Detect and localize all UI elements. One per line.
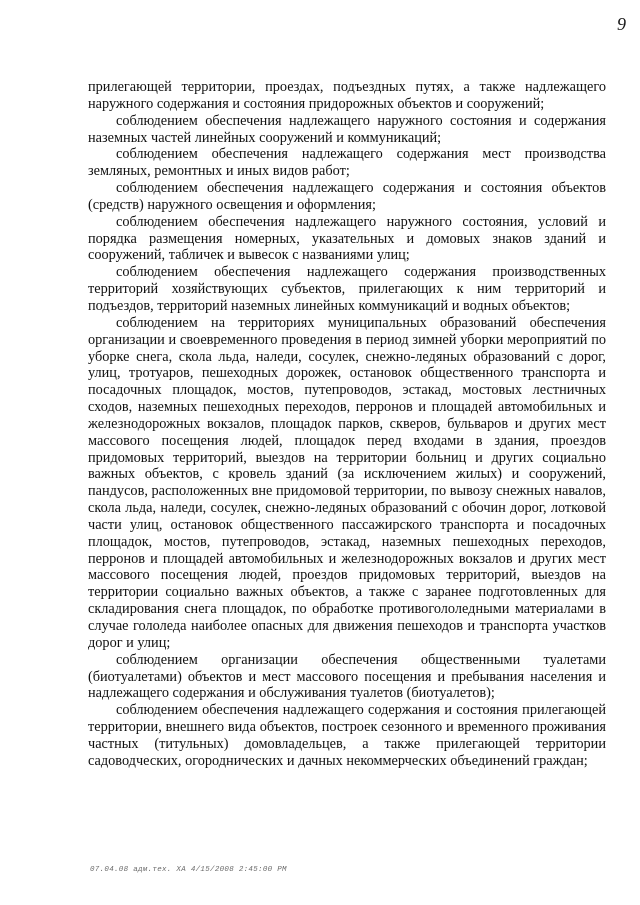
paragraph-2: соблюдением обеспечения надлежащего наружного состояния и содержания наземных частей линейных сооружений и коммуникаций; <box>88 112 606 146</box>
paragraph-7: соблюдением на территориях муниципальных образований обеспечения организации и своевременного проведения в период зимней уборки мероприятий по уборке снега, скола льда, наледи, сосулек, снежно-ледяных образований с дорог, улиц, тротуаров, пешеходных дорожек, остановок общественного транспорта и посадочных площадок, мостов, путепроводов, эстакад, мостовых лестничных сходов, наземных пешеходных переходов, перронов и площадей автомобильных и железнодорожных вокзалов, площадок парков, скверов, бульваров и других мест массового посещения людей, площадок перед входами в здания, проездов придомовых территорий, выездов на территории больниц и других социально важных объектов, с кровель зданий (за исключением жилых) и сооружений, пандусов, расположенных вне придомовой территории, по вывозу снежных навалов, скола льда, наледи, сосулек, снежно-ледяных образований с обочин дорог, лотковой части улиц, остановок общественного пассажирского транспорта и посадочных площадок, мостов, путепроводов, эстакад, наземных пешеходных переходов, перронов и площадей автомобильных и железнодорожных вокзалов и других мест массового посещения людей, проездов придомовых территорий, выездов на территории социально важных объектов, а также с заранее подготовленных для складирования снега площадок, по обработке противогололедными материалами в случае гололеда наиболее опасных для движения пешеходов и транспорта участков дорог и улиц; <box>88 314 606 651</box>
paragraph-4: соблюдением обеспечения надлежащего содержания и состояния объектов (средств) наружного освещения и оформления; <box>88 180 606 213</box>
paragraph-8: соблюдением организации обеспечения общественными туалетами (биотуалетами) объектов и мест массового посещения и пребывания населения и надлежащего содержания и обслуживания туалетов (биотуалетов); <box>88 651 606 702</box>
document-body <box>88 79 606 770</box>
paragraph-9: соблюдением обеспечения надлежащего содержания и состояния прилегающей территории, внешнего вида объектов, построек сезонного и временного проживания частных (титульных) домовладельцев, а также прилегающей территории садоводческих, огороднических и дачных некоммерческих объединений граждан; <box>88 702 606 769</box>
paragraph-1: прилегающей территории, проездах, подъездных путях, а также надлежащего наружного содержания и состояния придорожных объектов и сооружений; <box>88 79 606 112</box>
page-number: 9 <box>617 14 626 34</box>
paragraph-6: соблюдением обеспечения надлежащего содержания производственных территорий хозяйствующих субъектов, прилегающих к ним территорий и подъездов, территорий наземных линейных коммуникаций и водных объектов; <box>88 264 606 314</box>
footer-file-stamp: 07.04.08 адм.тех. ХА 4/15/2008 2:45:00 PM <box>90 866 287 874</box>
paragraph-5: соблюдением обеспечения надлежащего наружного состояния, условий и порядка размещения номерных, указательных и домовых знаков зданий и сооружений, табличек и вывесок с названиями улиц; <box>88 213 606 264</box>
paragraph-3: соблюдением обеспечения надлежащего содержания мест производства земляных, ремонтных и иных видов работ; <box>88 146 606 180</box>
